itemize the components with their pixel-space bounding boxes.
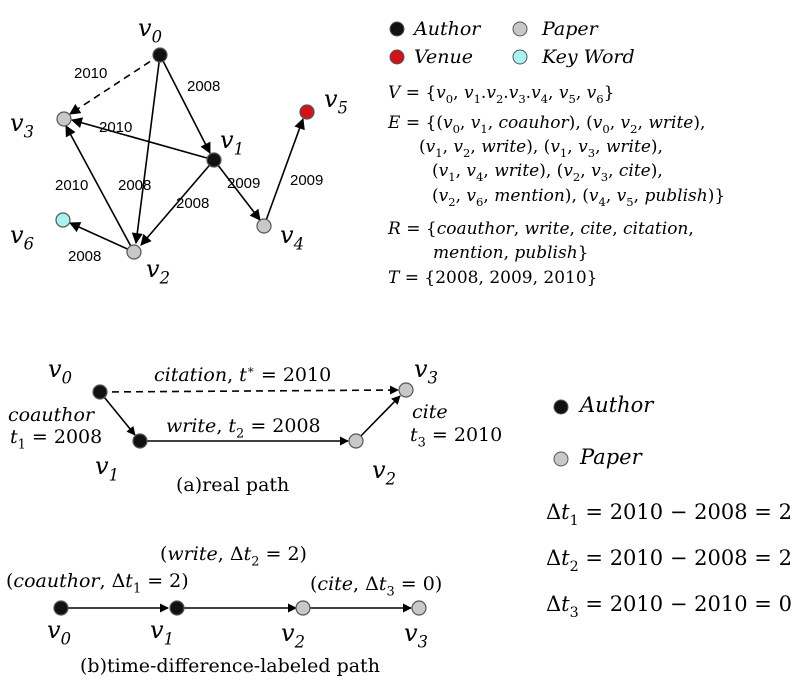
node-v6: [56, 213, 70, 227]
def-V: $V = \{v_0$, $v_1.v_2.v_3.v_4$, $v_5$, $v_6$}: [388, 83, 615, 106]
legend-venue-label: Venue: [414, 46, 473, 68]
real-label-v2: $v_2$: [372, 456, 396, 489]
real-edge-v2-v3: [356, 396, 400, 441]
delta-equations: [546, 500, 792, 621]
edge-v0-v2: [136, 55, 160, 243]
real-path-caption: (a)real path: [176, 474, 290, 496]
legend-paper-label: Paper: [542, 18, 598, 40]
time-cite-label: (cite, $\Delta t_3 = 0$): [310, 573, 443, 600]
real-label-v0: $v_0$: [48, 355, 72, 388]
time-node-v2: [296, 601, 310, 615]
delta-eq-3: $\Delta t_3 = 2010 - 2010 = 0$: [546, 592, 792, 621]
real-node-v3: [399, 383, 413, 397]
label-v0: $v_0$: [138, 14, 162, 47]
def-E-line1: $E = \{(v_0$, $v_1$, coauhor), ($v_0$, $v_2$, write),: [388, 113, 706, 136]
year-v0-v2: 2008: [118, 177, 152, 194]
node-v3: [57, 112, 71, 126]
time-label-v0: $v_0$: [47, 616, 71, 649]
legend-keyword-dot: [513, 50, 527, 64]
real-edge-v0-v1: [100, 392, 135, 435]
label-v1: $v_1$: [220, 126, 244, 159]
time-node-v0: [54, 601, 68, 615]
real-citation-label: citation, t∗ = 2010: [154, 362, 332, 386]
year-v1-v4: 2009: [227, 175, 261, 192]
legend2-author-dot: [554, 400, 568, 414]
legend-keyword-label: Key Word: [542, 46, 635, 68]
time-write-label: (write, $\Delta t_2 = 2$): [160, 543, 307, 570]
edge-v0-v1: [160, 55, 210, 153]
time-label-v2: $v_2$: [281, 619, 305, 652]
delta-eq-2: $\Delta t_2 = 2010 - 2008 = 2$: [546, 546, 792, 575]
time-node-labels: [47, 616, 428, 652]
year-v0-v3: 2010: [74, 65, 108, 82]
time-coauthor-label: (coauthor, $\Delta t_1 = 2$): [6, 570, 189, 597]
time-label-v1: $v_1$: [150, 616, 174, 649]
year-v0-v1: 2008: [187, 78, 221, 95]
year-v1-v3: 2010: [99, 119, 133, 136]
real-label-v3: $v_3$: [414, 355, 438, 388]
node-v4: [257, 219, 271, 233]
label-v6: $v_6$: [10, 221, 34, 254]
edge-v1-v3: [72, 120, 214, 160]
year-v2-v6: 2008: [68, 248, 102, 265]
real-cite-label: cite: [412, 401, 448, 423]
label-v2: $v_2$: [146, 255, 170, 288]
real-node-v2: [349, 434, 363, 448]
node-v1: [207, 153, 221, 167]
year-v4-v5: 2009: [290, 172, 324, 189]
def-E-line3: ($v_1$, $v_4$, write), ($v_2$, $v_3$, cite),: [432, 161, 663, 184]
def-R-line2: mention, publish}: [433, 243, 589, 263]
delta-eq-1: $\Delta t_1 = 2010 - 2008 = 2$: [546, 500, 792, 529]
real-label-v1: $v_1$: [95, 452, 119, 485]
legend2-paper-label: Paper: [580, 445, 642, 469]
def-E-line2: ($v_1$, $v_2$, write), ($v_1$, $v_3$, write),: [419, 137, 663, 160]
real-t1-label: $t_1 = 2008$: [10, 426, 103, 453]
definitions: [387, 83, 725, 288]
time-label-v3: $v_3$: [404, 619, 428, 652]
edge-v0-v3: [70, 55, 160, 114]
real-write-label: write, $t_2 = 2008$: [166, 415, 321, 442]
time-edge-labels: [6, 543, 442, 599]
time-node-v3: [412, 601, 426, 615]
def-R-line1: R = {coauthor, write, cite, citation,: [388, 219, 694, 239]
legend-author-label: Author: [414, 18, 481, 40]
real-t3-label: $t_3 = 2010$: [410, 424, 503, 451]
node-v2: [127, 245, 141, 259]
legend-venue-dot: [390, 50, 404, 64]
top-legend: [390, 18, 635, 68]
real-edge-v0-v3: [100, 390, 398, 392]
real-coauthor-label: coauthor: [8, 404, 95, 426]
year-v1-v2: 2008: [176, 195, 210, 212]
time-path-caption: (b)time-difference-labeled path: [80, 655, 380, 677]
legend-paper-dot: [513, 22, 527, 36]
label-v4: $v_4$: [280, 221, 304, 254]
real-node-v1: [133, 434, 147, 448]
legend2-paper-dot: [554, 452, 568, 466]
label-v5: $v_5$: [324, 85, 348, 118]
bottom-legend: [554, 393, 655, 469]
legend2-author-label: Author: [580, 393, 654, 417]
def-T: T = {2008, 2009, 2010}: [388, 268, 598, 288]
node-v0: [153, 48, 167, 62]
label-v3: $v_3$: [10, 109, 34, 142]
time-node-v1: [170, 601, 184, 615]
legend-author-dot: [390, 22, 404, 36]
real-node-v0: [93, 385, 107, 399]
year-v2-v3: 2010: [55, 177, 89, 194]
node-v5: [300, 105, 314, 119]
def-E-line4: ($v_2$, $v_6$, mention), ($v_4$, $v_5$, publish)}: [432, 186, 726, 209]
